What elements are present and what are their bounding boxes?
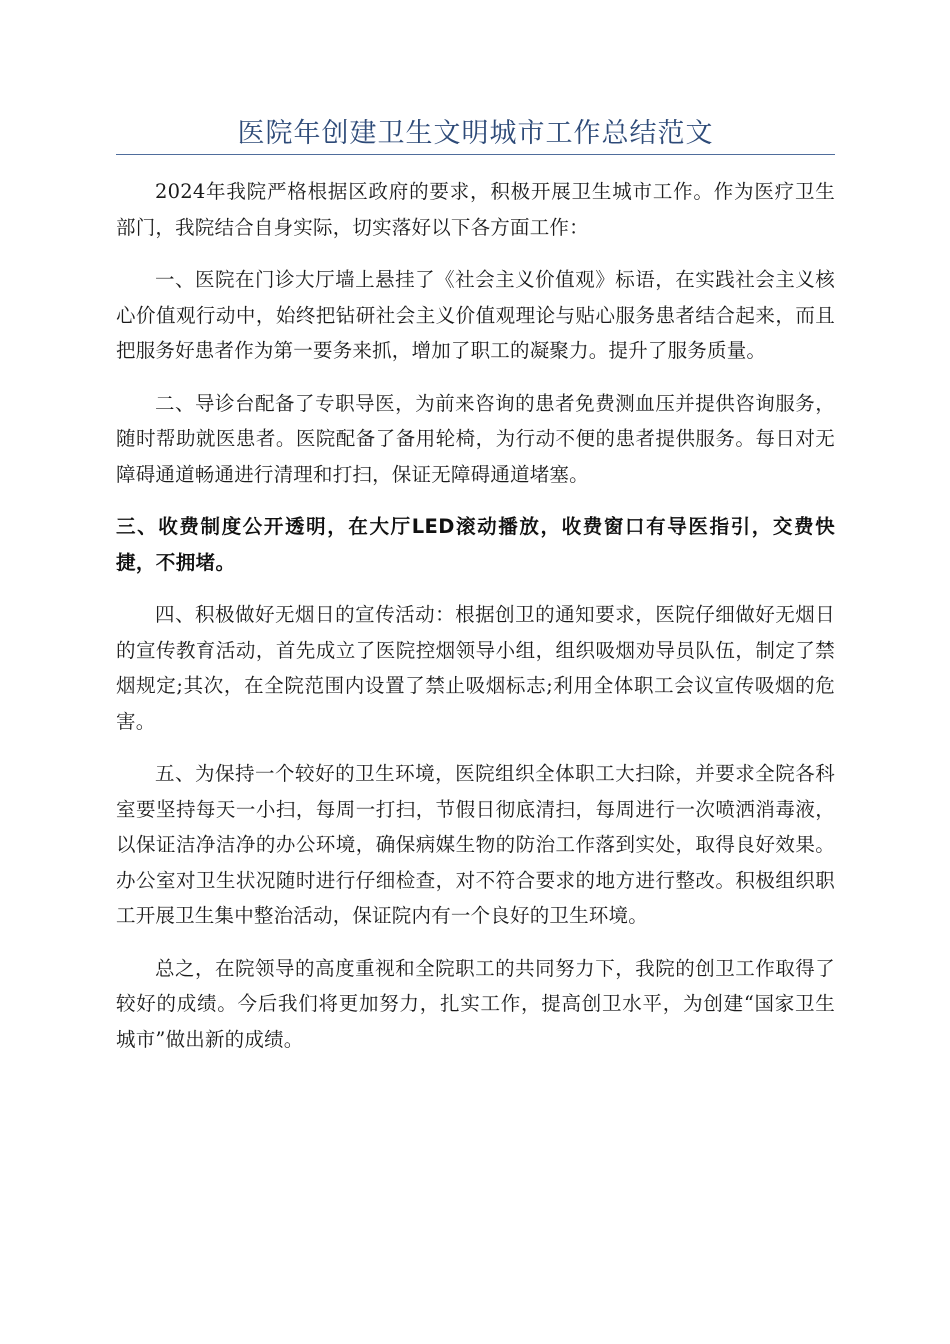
section-one-paragraph: 一、医院在门诊大厅墙上悬挂了《社会主义价值观》标语，在实践社会主义核心价值观行动中，始终把钻研社会主义价值观理论与贴心服务患者结合起来，而且把服务好患者作为第一要务来抓，增加了职工的凝聚力。提升了服务质量。: [116, 268, 835, 362]
section-five-paragraph: 五、为保持一个较好的卫生环境，医院组织全体职工大扫除，并要求全院各科室要坚持每天一小扫，每周一打扫，节假日彻底清扫，每周进行一次喷洒消毒液，以保证洁净洁净的办公环境，确保病媒生物的防治工作落到实处，取得良好效果。办公室对卫生状况随时进行仔细检查，对不符合要求的地方进行整改。积极组织职工开展卫生集中整治活动，保证院内有一个良好的卫生环境。: [116, 762, 835, 927]
document-title: 医院年创建卫生文明城市工作总结范文: [237, 118, 714, 149]
section-three-paragraph: 三、收费制度公开透明，在大厅LED滚动播放，收费窗口有导医指引，交费快捷，不拥堵。: [116, 515, 835, 574]
conclusion-paragraph: 总之，在院领导的高度重视和全院职工的共同努力下，我院的创卫工作取得了较好的成绩。今后我们将更加努力，扎实工作，提高创卫水平，为创建“国家卫生城市”做出新的成绩。: [116, 956, 835, 1051]
intro-paragraph: 2024年我院严格根据区政府的要求，积极开展卫生城市工作。作为医疗卫生部门，我院结合自身实际，切实落好以下各方面工作：: [116, 180, 835, 239]
section-four-paragraph: 四、积极做好无烟日的宣传活动：根据创卫的通知要求，医院仔细做好无烟日的宣传教育活动，首先成立了医院控烟领导小组，组织吸烟劝导员队伍，制定了禁烟规定;其次，在全院范围内设置了禁止吸烟标志;利用全体职工会议宣传吸烟的危害。: [116, 603, 835, 733]
document-body: [116, 174, 835, 1074]
title-underline: [116, 154, 835, 155]
section-two-paragraph: 二、导诊台配备了专职导医，为前来咨询的患者免费测血压并提供咨询服务，随时帮助就医患者。医院配备了备用轮椅，为行动不便的患者提供服务。每日对无障碍通道畅通进行清理和打扫，保证无障碍通道堵塞。: [116, 391, 835, 486]
